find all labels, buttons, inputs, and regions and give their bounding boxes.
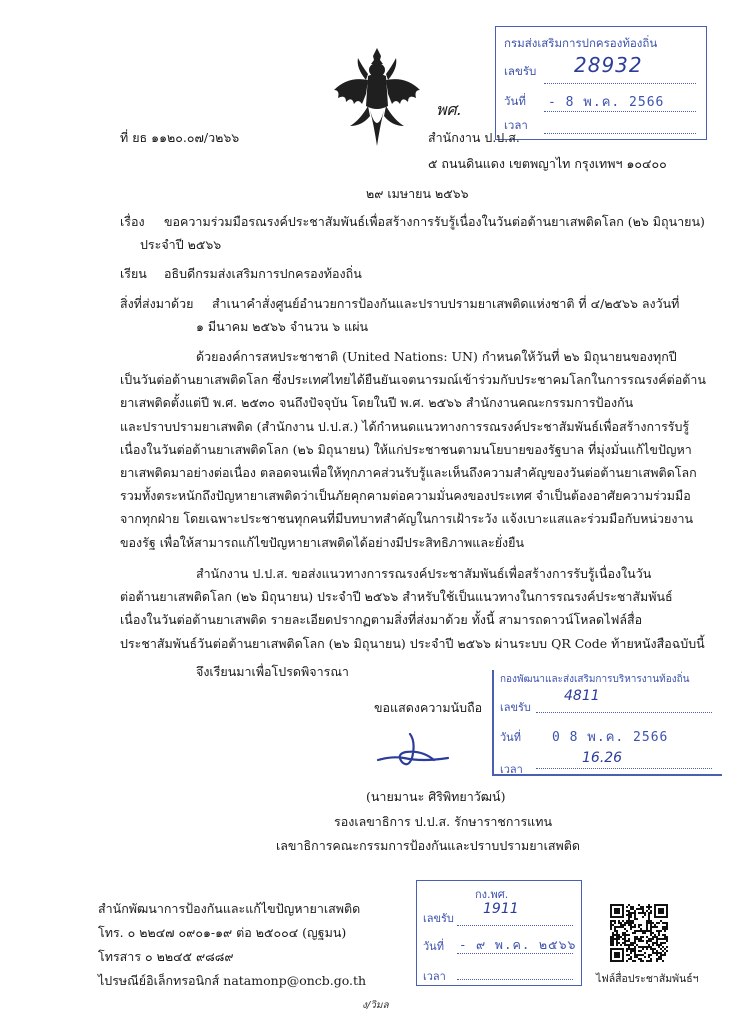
footer-unit: สำนักพัฒนาการป้องกันและแก้ไขปัญหายาเสพติด: [98, 901, 361, 916]
stamp-bottom-receive-label: เลขรับ: [423, 912, 454, 925]
enclosure-line-1: สำเนาคำสั่งศูนย์อำนวยการป้องกันและปราบปรามยาเสพติดแห่งชาติ ที่ ๔/๒๕๖๖ ลงวันที่: [212, 296, 680, 311]
receive-stamp-middle: [492, 670, 732, 780]
stamp-mid-time: 16.26: [582, 750, 623, 766]
para1-line: ของรัฐ เพื่อให้สามารถแก้ไขปัญหายาเสพติดได้อย่างมีประสิทธิภาพและยั่งยืน: [120, 534, 524, 550]
subject-line-1: ขอความร่วมมือรณรงค์ประชาสัมพันธ์เพื่อสร้างการรับรู้เนื่องในวันต่อต้านยาเสพติดโลก (๒๖ มิถุนายน): [164, 214, 705, 229]
footer-fax: โทรสาร ๐ ๒๒๔๕ ๙๘๘๙: [98, 949, 234, 964]
para1-line: ยาเสพติดตั้งแต่ปี พ.ศ. ๒๕๓๐ จนถึงปัจจุบัน โดยในปี พ.ศ. ๒๕๖๖ สำนักงานคณะกรรมการป้องกัน: [120, 395, 634, 411]
para2-line: ประชาสัมพันธ์วันต่อต้านยาเสพติดโลก (๒๖ มิถุนายน) ประจำปี ๒๕๖๖ ผ่านระบบ QR Code ท้ายหนังสือฉบับนี้: [120, 635, 705, 651]
stamp-top-time-label: เวลา: [504, 118, 528, 132]
enclosure-label: สิ่งที่ส่งมาด้วย: [120, 296, 194, 311]
stamp-bottom-date: - ๙ พ.ค. ๒๕๖๖: [459, 937, 577, 952]
body-paragraph-2: [120, 562, 705, 655]
stamp-bottom-time-label: เวลา: [423, 970, 446, 983]
stamp-top-date: - 8 พ.ค. 2566: [548, 95, 665, 110]
stamp-mid-receive-no: 4811: [564, 688, 600, 704]
para2-line: สำนักงาน ป.ป.ส. ขอส่งแนวทางการรณรงค์ประชาสัมพันธ์เพื่อสร้างการรับรู้เนื่องในวัน: [196, 566, 652, 581]
stamp-mid-time-label: เวลา: [500, 763, 523, 776]
letter-date: ๒๙ เมษายน ๒๕๖๖: [366, 186, 469, 201]
stamp-top-receive-label: เลขรับ: [504, 64, 537, 78]
stamp-mid-date-label: วันที่: [500, 731, 521, 744]
receive-stamp-top: [495, 26, 707, 140]
signatory-title-1: รองเลขาธิการ ป.ป.ส. รักษาราชการแทน: [334, 814, 553, 829]
stamp-bottom-title: กง.พศ.: [475, 888, 509, 901]
qr-code[interactable]: [610, 904, 668, 962]
signatory-name: (นายมานะ ศิริพิทยาวัฒน์): [366, 789, 506, 804]
para1-line: ยาเสพติดมาอย่างต่อเนื่อง ตลอดจนเพื่อให้ทุกภาคส่วนรับรู้และเห็นถึงความสำคัญของวันต่อต้านยาเสพติดโลก: [120, 465, 697, 481]
para1-line: เป็นวันต่อต้านยาเสพติดโลก ซึ่งประเทศไทยได้ยืนยันเจตนารมณ์เข้าร่วมกับประชาคมโลกในการรณรงค์ต่อต้าน: [120, 372, 706, 388]
para1-line: และปราบปรามยาเสพติด (สำนักงาน ป.ป.ส.) ได้กำหนดแนวทางการรณรงค์ประชาสัมพันธ์เพื่อสร้างการรับรู้: [120, 418, 690, 434]
signature-image: [372, 728, 452, 772]
stamp-top-receive-no: 28932: [574, 53, 643, 77]
subject-label: เรื่อง: [120, 214, 145, 229]
para2-line: เนื่องในวันต่อต้านยาเสพติด รายละเอียดปรากฏตามสิ่งที่ส่งมาด้วย ทั้งนี้ สามารถดาวน์โหลดไฟล์สื่อ: [120, 612, 643, 628]
stamp-mid-date: 0 8 พ.ค. 2566: [552, 730, 669, 745]
closing-sentence: จึงเรียนมาเพื่อโปรดพิจารณา: [196, 664, 349, 679]
footer-email: ไปรษณีย์อิเล็กทรอนิกส์ natamonp@oncb.go.th: [98, 973, 367, 988]
stamp-top-date-label: วันที่: [504, 94, 526, 108]
footer-phone: โทร. ๐ ๒๒๔๗ ๐๙๐๑-๑๙ ต่อ ๒๕๐๐๔ (ญฐมน): [98, 925, 347, 940]
stamp-bottom-date-label: วันที่: [423, 940, 444, 953]
stamp-bottom-receive-no: 1911: [483, 901, 519, 917]
para1-line: จากทุกฝ่าย โดยเฉพาะประชาชนทุกคนที่มีบทบาทสำคัญในการเฝ้าระวัง แจ้งเบาะแสและร่วมมือกับหน่วยงาน: [120, 511, 694, 527]
recipient-text: อธิบดีกรมส่งเสริมการปกครองท้องถิ่น: [164, 266, 362, 281]
subject-line-2: ประจำปี ๒๕๖๖: [140, 237, 222, 252]
para1-line: ด้วยองค์การสหประชาชาติ (United Nations: UN) กำหนดให้วันที่ ๒๖ มิถุนายนของทุกปี: [196, 349, 677, 364]
para1-line: เนื่องในวันต่อต้านยาเสพติดโลก (๒๖ มิถุนายน) ให้แก่ประชาชนตามนโยบายของรัฐบาล ที่มุ่งมั่นแก้ไขปัญหา: [120, 441, 692, 457]
regards-text: ขอแสดงความนับถือ: [374, 700, 483, 715]
page-mark: ง/วิมล: [362, 1000, 389, 1011]
signatory-title-2: เลขาธิการคณะกรรมการป้องกันและปราบปรามยาเสพติด: [276, 838, 580, 853]
stamp-mid-title: กองพัฒนาและส่งเสริมการบริหารงานท้องถิ่น: [500, 674, 690, 685]
handwritten-mark: พศ.: [436, 100, 462, 119]
receive-stamp-bottom: [416, 880, 582, 986]
enclosure-line-2: ๑ มีนาคม ๒๕๖๖ จำนวน ๖ แผ่น: [196, 319, 369, 334]
stamp-mid-receive-label: เลขรับ: [500, 701, 531, 714]
para2-line: ต่อต้านยาเสพติดโลก (๒๖ มิถุนายน) ประจำปี ๒๕๖๖ สำหรับใช้เป็นแนวทางในการรณรงค์ประชาสัมพันธ์: [120, 589, 673, 605]
office-address: ๕ ถนนดินแดง เขตพญาไท กรุงเทพฯ ๑๐๔๐๐: [428, 156, 667, 171]
para1-line: รวมทั้งตระหนักถึงปัญหายาเสพติดว่าเป็นภัยคุกคามต่อความมั่นคงของประเทศ จำเป็นต้องอาศัยความร่วมมือ: [120, 488, 691, 504]
recipient-label: เรียน: [120, 266, 147, 281]
office-name: สำนักงาน ป.ป.ส.: [428, 130, 520, 145]
qr-caption: ไฟล์สื่อประชาสัมพันธ์ฯ: [596, 973, 699, 985]
garuda-emblem: [328, 46, 426, 150]
body-paragraph-1: [120, 345, 706, 554]
reference-number: ที่ ยธ ๑๑๒๐.๐๗/ว๒๖๖: [120, 130, 240, 145]
stamp-top-title: กรมส่งเสริมการปกครองท้องถิ่น: [504, 36, 658, 50]
